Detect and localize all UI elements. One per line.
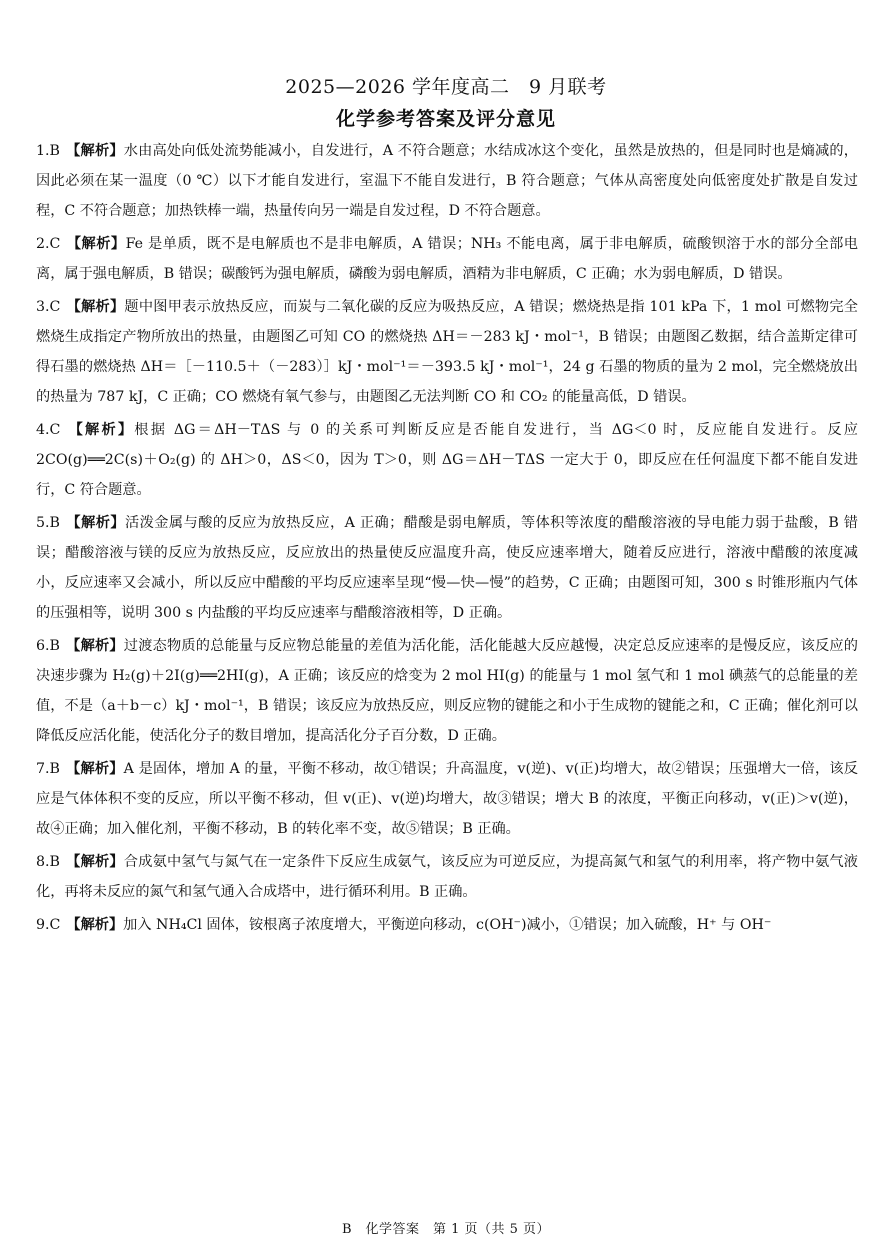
- page-footer: B 化学答案 第 1 页（共 5 页）: [341, 1222, 551, 1237]
- answer-number: 6.B: [36, 638, 60, 654]
- answer-text: Fe 是单质，既不是电解质也不是非电解质，A 错误；NH₃ 不能电离，属于非电解质，硫酸钡溶于水的部分全部电离，属于强电解质，B 错误；碳酸钙为强电解质，磷酸为弱电解质，酒精为非电解质，C 正确；水为弱电解质，D 错误。: [36, 236, 858, 282]
- analysis-tag: 【解析】: [65, 761, 124, 777]
- answer-text: 根据 ΔG＝ΔH－TΔS 与 0 的关系可判断反应是否能自发进行，当 ΔG＜0 时，反应能自发进行。反应 2CO(g)══2C(s)＋O₂(g) 的 ΔH＞0，ΔS＜0，因为 T＞0，则 ΔG＝ΔH－TΔS 一定大于 0，即反应在任何温度下都不能自发进行，C 符合题意。: [36, 422, 858, 498]
- analysis-tag: 【解析】: [66, 917, 124, 933]
- page-subtitle: 化学参考答案及评分意见: [335, 108, 556, 130]
- answer-text: 过渡态物质的总能量与反应物总能量的差值为活化能，活化能越大反应越慢，决定总反应速率的是慢反应，该反应的决速步骤为 H₂(g)＋2I(g)══2HI(g)，A 正确；该反应的焓变为 2 mol HI(g) 的能量与 1 mol 氢气和 1 mol 碘蒸气的总能量的差值，不是（a＋b－c）kJ・mol⁻¹，B 错误；该反应为放热反应，则反应物的键能之和小于生成物的键能之和，C 正确；催化剂可以降低反应活化能，使活化分子的数目增加，提高活化分子百分数，D 正确。: [36, 638, 858, 744]
- answer-item-1: [36, 136, 858, 226]
- answer-item-5: [36, 508, 858, 628]
- answer-item-2: [36, 229, 858, 289]
- answer-text: 加入 NH₄Cl 固体，铵根离子浓度增大，平衡逆向移动，c(OH⁻)减小，①错误；加入硫酸，H⁺ 与 OH⁻: [123, 917, 772, 933]
- analysis-tag: 【解析】: [66, 422, 135, 438]
- answer-number: 8.B: [36, 854, 60, 870]
- answer-number: 1.B: [36, 143, 60, 159]
- answer-number: 3.C: [36, 299, 61, 315]
- analysis-tag: 【解析】: [66, 236, 126, 252]
- answer-text: 活泼金属与酸的反应为放热反应，A 正确；醋酸是弱电解质，等体积等浓度的醋酸溶液的导电能力弱于盐酸，B 错误；醋酸溶液与镁的反应为放热反应，反应放出的热量使反应温度升高，使反应速率增大，随着反应进行，溶液中醋酸的浓度减小，反应速率又会减小，所以反应中醋酸的平均反应速率呈现“慢—快—慢”的趋势，C 正确；由题图可知，300 s 时锥形瓶内气体的压强相等，说明 300 s 内盐酸的平均反应速率与醋酸溶液相等，D 正确。: [36, 515, 858, 621]
- answer-text: 水由高处向低处流势能减小，自发进行，A 不符合题意；水结成冰这个变化，虽然是放热的，但是同时也是熵减的，因此必须在某一温度（0 ℃）以下才能自发进行，室温下不能自发进行，B 符合题意；气体从高密度处向低密度处扩散是自发过程，C 不符合题意；加热铁棒一端，热量传向另一端是自发过程，D 不符合题意。: [36, 143, 858, 219]
- answer-text: A 是固体，增加 A 的量，平衡不移动，故①错误；升高温度，v(逆)、v(正)均增大，故②错误；压强增大一倍，该反应是气体体积不变的反应，所以平衡不移动，但 v(正)、v(逆)均增大，故③错误；增大 B 的浓度，平衡正向移动，v(正)＞v(逆)，故④正确；加入催化剂，平衡不移动，B 的转化率不变，故⑤错误；B 正确。: [36, 761, 858, 837]
- answer-text: 合成氨中氢气与氮气在一定条件下反应生成氨气，该反应为可逆反应，为提高氮气和氢气的利用率，将产物中氨气液化，再将未反应的氮气和氢气通入合成塔中，进行循环利用。B 正确。: [36, 854, 858, 900]
- analysis-tag: 【解析】: [65, 515, 125, 531]
- analysis-tag: 【解析】: [65, 143, 124, 159]
- answer-item-6: [36, 631, 858, 751]
- page-title: 2025—2026 学年度高二 9 月联考: [285, 76, 607, 98]
- answer-number: 7.B: [36, 761, 60, 777]
- answer-text: 题中图甲表示放热反应，而炭与二氧化碳的反应为吸热反应，A 错误；燃烧热是指 101 kPa 下，1 mol 可燃物完全燃烧生成指定产物所放出的热量，由题图乙可知 CO 的燃烧热 ΔH＝－283 kJ・mol⁻¹，B 错误；由题图乙数据，结合盖斯定律可得石墨的燃烧热 ΔH＝［－110.5＋（－283）］kJ・mol⁻¹＝－393.5 kJ・mol⁻¹，24 g 石墨的物质的量为 2 mol，完全燃烧放出的热量为 787 kJ，C 正确；CO 燃烧有氧气参与，由题图乙无法判断 CO 和 CO₂ 的能量高低，D 错误。: [36, 299, 858, 405]
- answer-number: 9.C: [36, 917, 61, 933]
- answer-item-8: [36, 847, 858, 907]
- analysis-tag: 【解析】: [66, 299, 125, 315]
- answer-item-3: [36, 292, 858, 412]
- answer-number: 2.C: [36, 236, 61, 252]
- answer-item-4: [36, 415, 858, 505]
- answer-item-9: [36, 910, 858, 940]
- analysis-tag: 【解析】: [65, 638, 124, 654]
- analysis-tag: 【解析】: [65, 854, 124, 870]
- answer-item-7: [36, 754, 858, 844]
- answer-number: 4.C: [36, 422, 61, 438]
- answer-list: [36, 136, 858, 943]
- answer-number: 5.B: [36, 515, 60, 531]
